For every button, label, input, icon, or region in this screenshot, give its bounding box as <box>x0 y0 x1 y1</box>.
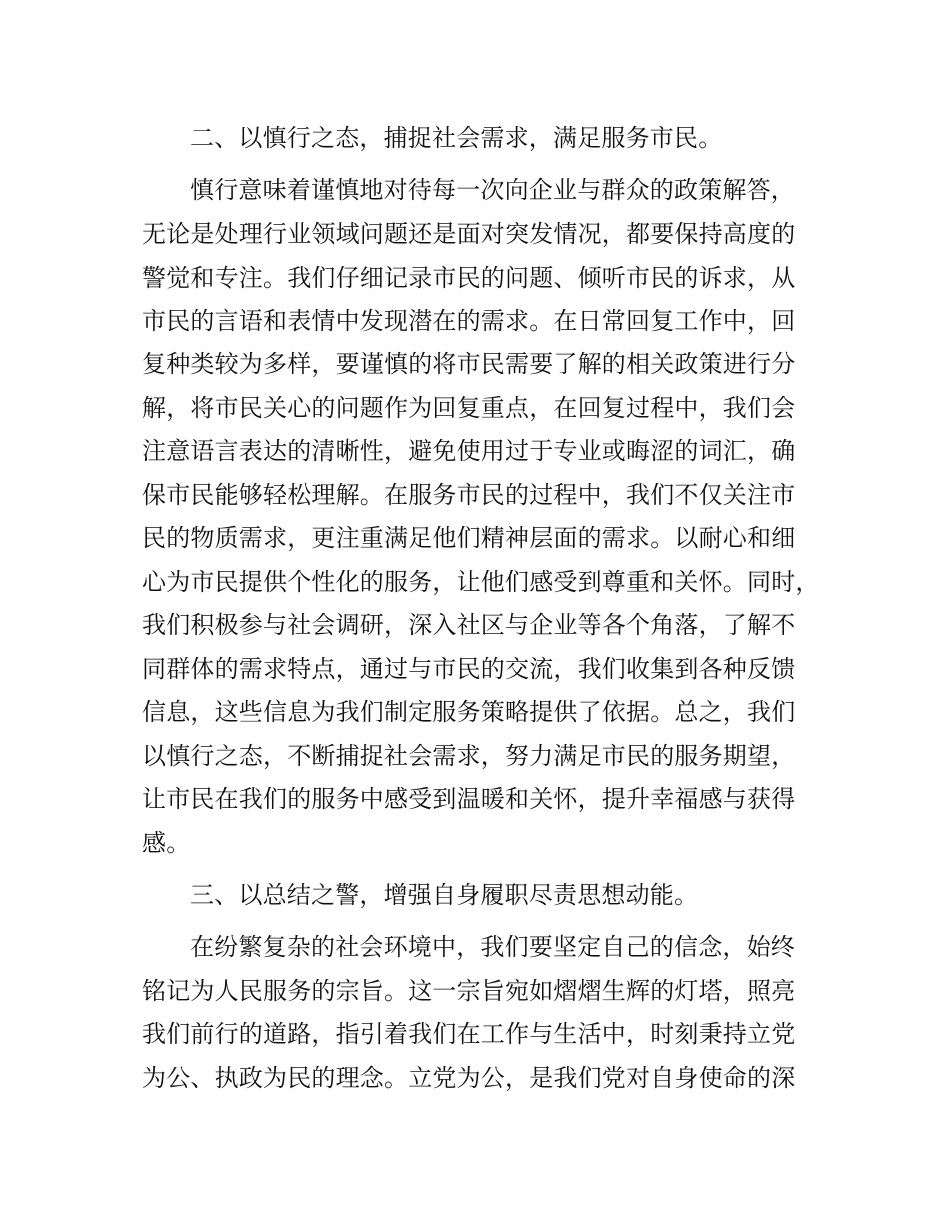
paragraph-line: 保市民能够轻松理解。在服务市民的过程中，我们不仅关注市 <box>142 481 796 509</box>
paragraph-line: 心为市民提供个性化的服务，让他们感受到尊重和关怀。同时， <box>142 568 820 596</box>
paragraph-line: 慎行意味着谨慎地对待每一次向企业与群众的政策解答， <box>190 176 795 204</box>
paragraph-line: 同群体的需求特点，通过与市民的交流，我们收集到各种反馈 <box>142 655 796 683</box>
paragraph-line: 市民的言语和表情中发现潜在的需求。在日常回复工作中，回 <box>142 307 796 335</box>
paragraph-line: 警觉和专注。我们仔细记录市民的问题、倾听市民的诉求，从 <box>142 264 796 292</box>
paragraph-line: 以慎行之态，不断捕捉社会需求，努力满足市民的服务期望， <box>142 742 796 770</box>
paragraph-line: 无论是处理行业领域问题还是面对突发情况，都要保持高度的 <box>142 220 796 248</box>
paragraph-line: 感。 <box>142 829 191 857</box>
paragraph-line: 我们前行的道路，指引着我们在工作与生活中，时刻秉持立党 <box>142 1020 796 1048</box>
paragraph-line: 复种类较为多样，要谨慎的将市民需要了解的相关政策进行分 <box>142 350 796 378</box>
paragraph-line: 解，将市民关心的问题作为回复重点，在回复过程中，我们会 <box>142 394 796 422</box>
paragraph-line: 我们积极参与社会调研，深入社区与企业等各个角落，了解不 <box>142 611 796 639</box>
paragraph-line: 为公、执政为民的理念。立党为公，是我们党对自身使命的深 <box>142 1064 796 1092</box>
paragraph-line: 注意语言表达的清晰性，避免使用过于专业或晦涩的词汇，确 <box>142 437 796 465</box>
paragraph-line: 信息，这些信息为我们制定服务策略提供了依据。总之，我们 <box>142 698 796 726</box>
paragraph-line: 让市民在我们的服务中感受到温暖和关怀，提升幸福感与获得 <box>142 785 796 813</box>
paragraph-line: 民的物质需求，更注重满足他们精神层面的需求。以耐心和细 <box>142 524 796 552</box>
paragraph-line: 在纷繁复杂的社会环境中，我们要坚定自己的信念，始终 <box>190 933 795 961</box>
paragraph-line: 铭记为人民服务的宗旨。这一宗旨宛如熠熠生辉的灯塔，照亮 <box>142 977 796 1005</box>
section-heading-2: 二、以慎行之态，捕捉社会需求，满足服务市民。 <box>190 124 723 152</box>
section-heading-3: 三、以总结之警，增强自身履职尽责思想动能。 <box>190 881 699 909</box>
